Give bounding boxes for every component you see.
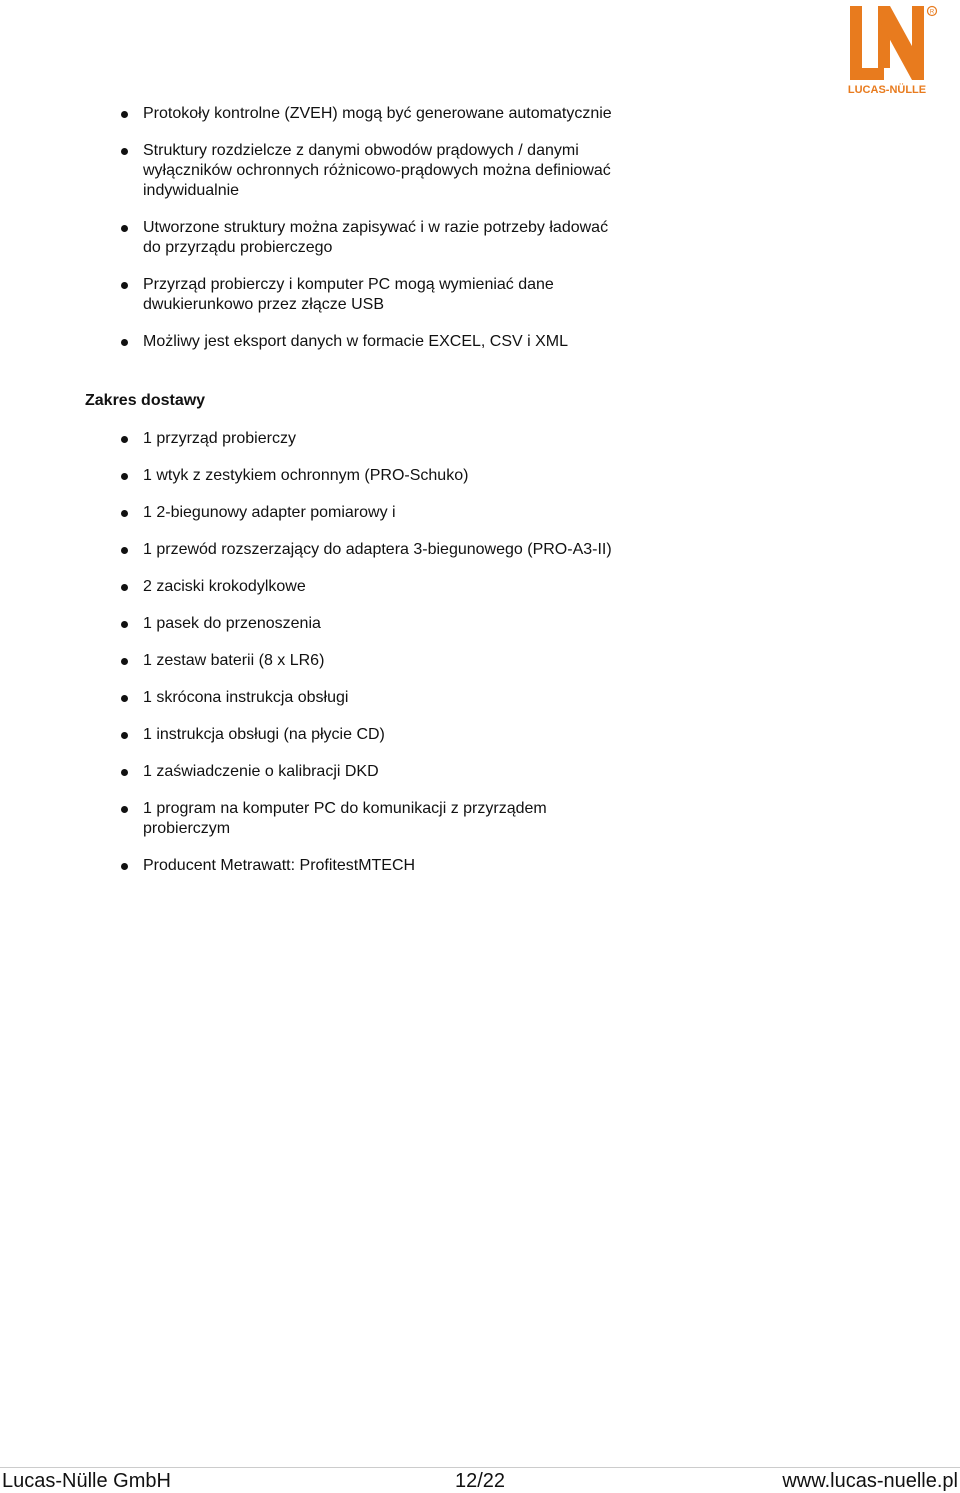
list-item (0, 856, 623, 876)
page-number: 12/22 (455, 1470, 506, 1492)
list-item (0, 688, 623, 708)
brand-logo (848, 4, 940, 96)
bullet-icon (121, 621, 128, 628)
bullet-icon (121, 695, 128, 702)
bullet-icon (121, 225, 128, 232)
list-item-text: Struktury rozdzielcze z danymi obwodów prądowych / danymi wyłączników ochronnych różnicowo-prądowych można definiować indywidualnie (143, 142, 611, 199)
list-item (0, 762, 623, 782)
footer-divider (0, 1467, 960, 1468)
list-item (0, 332, 623, 352)
list-item-text: Producent Metrawatt: ProfitestMTECH (143, 857, 416, 874)
list-item (0, 577, 623, 597)
list-item-text: Protokoły kontrolne (ZVEH) mogą być generowane automatycznie (143, 105, 612, 122)
bullet-icon (121, 282, 128, 289)
list-item (0, 104, 623, 124)
feature-list (0, 104, 960, 369)
bullet-icon (121, 547, 128, 554)
list-item (0, 275, 623, 315)
list-item-text: Przyrząd probierczy i komputer PC mogą wymieniać dane dwukierunkowo przez złącze USB (143, 276, 554, 313)
bullet-icon (121, 339, 128, 346)
list-item (0, 540, 623, 560)
list-item-text: 1 zaświadczenie o kalibracji DKD (143, 763, 379, 780)
bullet-icon (121, 473, 128, 480)
bullet-icon (121, 510, 128, 517)
list-item-text: Utworzone struktury można zapisywać i w razie potrzeby ładować do przyrządu probierczego (143, 219, 609, 256)
list-item (0, 141, 623, 201)
list-item-text: 1 2-biegunowy adapter pomiarowy i (143, 504, 396, 521)
bullet-icon (121, 806, 128, 813)
list-item (0, 466, 623, 486)
bullet-icon (121, 436, 128, 443)
list-item (0, 218, 623, 258)
list-item-text: 1 przyrząd probierczy (143, 430, 296, 447)
list-item-text: 1 zestaw baterii (8 x LR6) (143, 652, 325, 669)
bullet-icon (121, 863, 128, 870)
footer-company: Lucas-Nülle GmbH (2, 1470, 171, 1492)
bullet-icon (121, 148, 128, 155)
bullet-icon (121, 658, 128, 665)
bullet-icon (121, 769, 128, 776)
list-item-text: 1 przewód rozszerzający do adaptera 3-biegunowego (PRO-A3-II) (143, 541, 612, 558)
list-item-text: 1 skrócona instrukcja obsługi (143, 689, 349, 706)
list-item-text: 1 wtyk z zestykiem ochronnym (PRO-Schuko) (143, 467, 469, 484)
delivery-list (0, 429, 960, 893)
list-item-text: Możliwy jest eksport danych w formacie EXCEL, CSV i XML (143, 333, 569, 350)
section-heading-delivery: Zakres dostawy (85, 392, 206, 409)
bullet-icon (121, 111, 128, 118)
list-item (0, 651, 623, 671)
bullet-icon (121, 584, 128, 591)
list-item (0, 503, 623, 523)
list-item (0, 799, 623, 839)
svg-text:R: R (929, 9, 935, 16)
list-item (0, 725, 623, 745)
list-item (0, 614, 623, 634)
list-item-text: 1 program na komputer PC do komunikacji z przyrządem probierczym (143, 800, 547, 837)
list-item-text: 1 pasek do przenoszenia (143, 615, 321, 632)
list-item (0, 429, 623, 449)
list-item-text: 1 instrukcja obsługi (na płycie CD) (143, 726, 385, 743)
footer-website-link[interactable]: www.lucas-nuelle.pl (782, 1470, 958, 1492)
list-item-text: 2 zaciski krokodylkowe (143, 578, 306, 595)
bullet-icon (121, 732, 128, 739)
logo-wordmark: LUCAS-NÜLLE (848, 84, 927, 96)
